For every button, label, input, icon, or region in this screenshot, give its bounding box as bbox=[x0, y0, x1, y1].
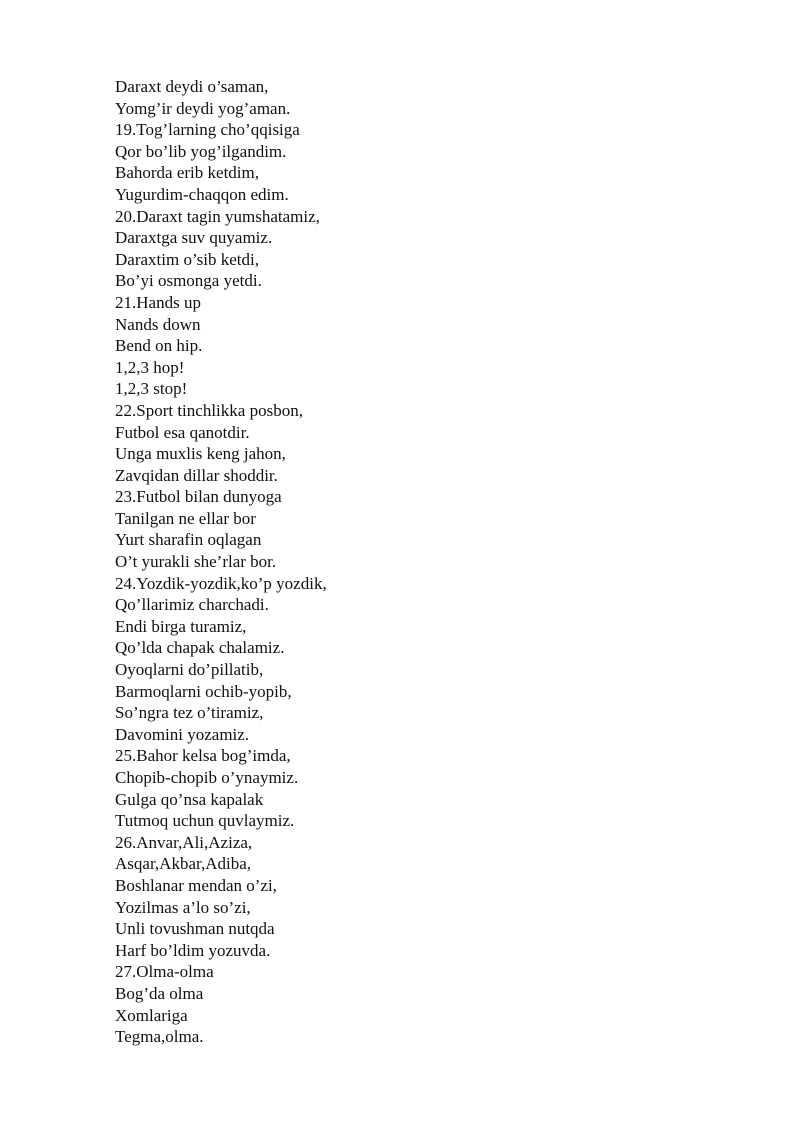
text-line: O’t yurakli she’rlar bor. bbox=[115, 552, 277, 572]
text-line: Qo’llarimiz charchadi. bbox=[115, 595, 269, 615]
text-line: Yozilmas a’lo so’zi, bbox=[115, 897, 251, 917]
text-line: Chopib-chopib o’ynaymiz. bbox=[115, 768, 299, 787]
text-line: Bahorda erib ketdim, bbox=[115, 163, 259, 183]
text-line: Tutmoq uchun quvlaymiz. bbox=[115, 811, 295, 831]
text-line: Yomg’ir deydi yog’aman. bbox=[115, 98, 291, 118]
text-line: Oyoqlarni do’pillatib, bbox=[115, 660, 264, 680]
text-line: Nands down bbox=[115, 314, 201, 334]
text-line: Qor bo’lib yog’ilgandim. bbox=[115, 141, 287, 161]
text-line: Asqar,Akbar,Adiba, bbox=[115, 854, 252, 874]
text-line: Daraxtga suv quyamiz. bbox=[115, 228, 273, 248]
text-line: 20.Daraxt tagin yumshatamiz, bbox=[115, 206, 320, 226]
text-line: 21.Hands up bbox=[115, 292, 201, 312]
text-line: Harf bo’ldim yozuvda. bbox=[115, 940, 271, 960]
text-line: Bo’yi osmonga yetdi. bbox=[115, 271, 262, 291]
poem-text-block bbox=[115, 76, 715, 1048]
text-line: 26.Anvar,Ali,Aziza, bbox=[115, 832, 253, 852]
text-line: Zavqidan dillar shoddir. bbox=[115, 465, 278, 485]
text-line: Barmoqlarni ochib-yopib, bbox=[115, 681, 292, 701]
text-line: Bend on hip. bbox=[115, 336, 203, 356]
text-line: 27.Olma-olma bbox=[115, 962, 214, 982]
text-line: Futbol esa qanotdir. bbox=[115, 422, 250, 442]
text-line: Unli tovushman nutqda bbox=[115, 919, 275, 939]
text-line: Tegma,olma. bbox=[115, 1027, 204, 1047]
text-line: 1,2,3 stop! bbox=[115, 379, 188, 399]
text-line: Tanilgan ne ellar bor bbox=[115, 508, 256, 528]
text-line: 22.Sport tinchlikka posbon, bbox=[115, 400, 303, 420]
text-line: 19.Tog’larning cho’qqisiga bbox=[115, 120, 300, 140]
text-line: Unga muxlis keng jahon, bbox=[115, 444, 286, 464]
text-line: Yurt sharafin oqlagan bbox=[115, 530, 262, 550]
text-line: 23.Futbol bilan dunyoga bbox=[115, 487, 282, 507]
text-line: Xomlariga bbox=[115, 1005, 188, 1025]
text-line: Endi birga turamiz, bbox=[115, 616, 247, 636]
text-line: Bog’da olma bbox=[115, 983, 204, 1003]
text-line: Yugurdim-chaqqon edim. bbox=[115, 184, 289, 204]
text-line: Gulga qo’nsa kapalak bbox=[115, 789, 264, 809]
text-line: Daraxtim o’sib ketdi, bbox=[115, 249, 260, 269]
text-line: 24.Yozdik-yozdik,ko’p yozdik, bbox=[115, 573, 327, 593]
text-line: 1,2,3 hop! bbox=[115, 357, 185, 377]
text-line: So’ngra tez o’tiramiz, bbox=[115, 703, 264, 723]
text-line: Daraxt deydi o’saman, bbox=[115, 77, 269, 96]
text-line: Boshlanar mendan o’zi, bbox=[115, 875, 277, 895]
text-line: Qo’lda chapak chalamiz. bbox=[115, 638, 285, 658]
text-line: Davomini yozamiz. bbox=[115, 724, 250, 744]
text-line: 25.Bahor kelsa bog’imda, bbox=[115, 746, 291, 766]
